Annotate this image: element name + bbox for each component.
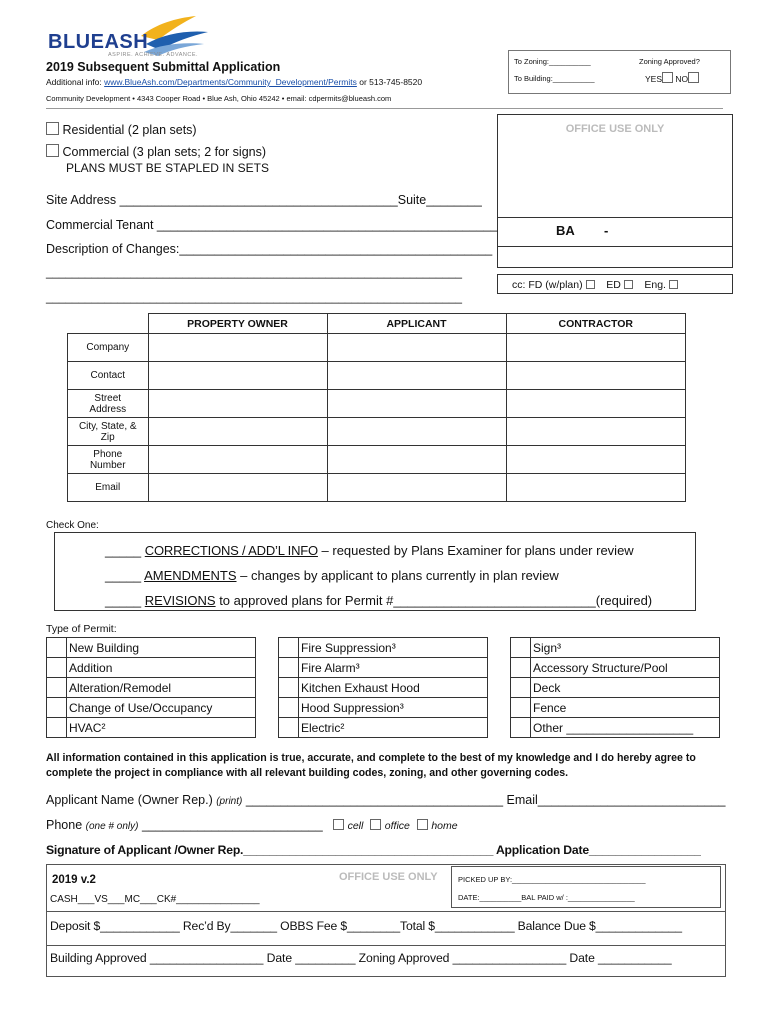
revisions-blank[interactable]: _____ <box>105 593 142 608</box>
fire-suppression-label: Fire Suppression³ <box>299 638 488 658</box>
yes-label: YES <box>645 74 663 84</box>
cc-fd-label: cc: FD (w/plan) <box>512 279 583 291</box>
corrections-title: CORRECTIONS / ADD’L INFO <box>144 543 318 558</box>
footer-office-use-label: OFFICE USE ONLY <box>339 871 438 883</box>
kitchen-hood-label: Kitchen Exhaust Hood <box>299 678 488 698</box>
logo-tagline: ASPIRE. ACHIEVE. ADVANCE. <box>108 52 199 58</box>
cc-fd-checkbox[interactable] <box>586 280 595 289</box>
logo-text: BLUEASH <box>48 31 149 53</box>
owner-company-cell[interactable] <box>148 334 327 362</box>
description-line-2[interactable]: ________________________________________________________________ <box>46 291 463 304</box>
addition-label: Addition <box>67 658 256 678</box>
permits-link[interactable]: www.BlueAsh.com/Departments/Community_Development/Permits <box>104 77 357 87</box>
version-label: 2019 v.2 <box>52 874 96 886</box>
fire-alarm-checkbox[interactable] <box>279 658 299 678</box>
ba-label: BA <box>556 223 575 238</box>
address-line: Community Development • 4343 Cooper Road • Blue Ash, Ohio 45242 • email: cdpermits@blueash.com <box>46 94 392 103</box>
change-of-use-checkbox[interactable] <box>47 698 67 718</box>
print-note: (print) <box>216 796 243 807</box>
hood-suppression-label: Hood Suppression³ <box>299 698 488 718</box>
cc-box <box>497 274 733 294</box>
signature-row[interactable]: Signature of Applicant /Owner Rep.______________________________________ Application Date_________________ <box>46 843 701 857</box>
phone-note: (one # only) <box>85 821 139 832</box>
applicant-company-cell[interactable] <box>327 334 506 362</box>
routing-box <box>508 50 731 94</box>
revisions-option[interactable] <box>105 593 652 608</box>
header-rule <box>46 108 723 109</box>
permit-types-col1 <box>46 637 256 738</box>
contractor-header: CONTRACTOR <box>506 314 686 334</box>
fence-label: Fence <box>531 698 720 718</box>
owner-city-cell[interactable] <box>148 418 327 446</box>
phone-label: Phone <box>46 818 83 832</box>
corrections-desc: – requested by Plans Examiner for plans under review <box>317 543 634 558</box>
hvac-checkbox[interactable] <box>47 718 67 738</box>
contractor-street-cell[interactable] <box>506 390 686 418</box>
payment-line[interactable]: CASH___VS___MC___CK#_______________ <box>50 894 260 905</box>
corner-cell <box>68 314 149 334</box>
permit-types-col2 <box>278 637 488 738</box>
applicant-email-cell[interactable] <box>327 474 506 502</box>
other-label[interactable]: Other ___________________ <box>531 718 720 738</box>
residential-checkbox[interactable] <box>46 122 59 135</box>
description-line-1[interactable]: ________________________________________________________________ <box>46 266 463 279</box>
corrections-blank[interactable]: _____ <box>105 543 142 558</box>
amendments-blank[interactable]: _____ <box>105 568 142 583</box>
cell-label: cell <box>347 820 364 832</box>
yes-checkbox[interactable] <box>662 72 673 83</box>
hvac-label: HVAC² <box>67 718 256 738</box>
alteration-label: Alteration/Remodel <box>67 678 256 698</box>
contractor-city-cell[interactable] <box>506 418 686 446</box>
owner-phone-cell[interactable] <box>148 446 327 474</box>
office-use-label: OFFICE USE ONLY <box>565 123 665 135</box>
sign-checkbox[interactable] <box>511 638 531 658</box>
to-zoning: To Zoning:__________ <box>514 57 591 66</box>
date-bal-line[interactable]: DATE:__________BAL PAID w/ :________________ <box>458 893 635 902</box>
picked-up-line[interactable]: PICKED UP BY:________________________________ <box>458 875 646 884</box>
applicant-name-label: Applicant Name (Owner Rep.) <box>46 793 213 807</box>
owner-street-cell[interactable] <box>148 390 327 418</box>
approvals-line[interactable]: Building Approved _________________ Date _________ Zoning Approved _________________ Date ___________ <box>50 951 672 965</box>
commercial-label: Commercial (3 plan sets; 2 for signs) <box>62 145 267 159</box>
city-logo <box>46 14 216 62</box>
row-label-contact: Contact <box>68 362 149 390</box>
cc-eng-checkbox[interactable] <box>669 280 678 289</box>
sign-label: Sign³ <box>531 638 720 658</box>
new-building-label: New Building <box>67 638 256 658</box>
contractor-contact-cell[interactable] <box>506 362 686 390</box>
row-label-company: Company <box>68 334 149 362</box>
amendments-title: AMENDMENTS <box>144 568 237 583</box>
permit-type-label: Type of Permit: <box>46 623 117 635</box>
cc-ed-label: ED <box>606 279 621 291</box>
electric-label: Electric² <box>299 718 488 738</box>
certification-text: All information contained in this application is true, accurate, and complete to the best of my knowledge and I do hereby agree to complete the project in compliance with all relevant building codes, zoning, and other governing codes. <box>46 752 696 779</box>
accessory-label: Accessory Structure/Pool <box>531 658 720 678</box>
deck-label: Deck <box>531 678 720 698</box>
row-label-city: City, State, & Zip <box>68 418 149 446</box>
office-checkbox[interactable] <box>370 819 381 830</box>
zoning-approved-label: Zoning Approved? <box>639 57 700 66</box>
owner-email-cell[interactable] <box>148 474 327 502</box>
revisions-title: REVISIONS <box>144 593 216 608</box>
office-use-box <box>497 114 733 268</box>
phone-line[interactable]: __________________________ <box>141 818 323 832</box>
applicant-contact-cell[interactable] <box>327 362 506 390</box>
stapled-note: PLANS MUST BE STAPLED IN SETS <box>66 161 269 175</box>
info-prefix: Additional info: <box>46 77 102 87</box>
no-checkbox[interactable] <box>688 72 699 83</box>
info-phone: or 513-745-8520 <box>359 77 423 87</box>
home-checkbox[interactable] <box>417 819 428 830</box>
contractor-company-cell[interactable] <box>506 334 686 362</box>
commercial-tenant-field[interactable]: Commercial Tenant _________________________________________________ <box>46 218 498 232</box>
footer-office-box <box>46 864 726 977</box>
applicant-name-row[interactable] <box>46 793 725 807</box>
permit-types-col3 <box>510 637 720 738</box>
fees-line[interactable]: Deposit $____________ Rec’d By_______ OBBS Fee $________Total $____________ Balance Due $_____________ <box>50 919 682 933</box>
amendments-option[interactable] <box>105 568 559 583</box>
ba-dash: - <box>604 223 609 238</box>
applicant-street-cell[interactable] <box>327 390 506 418</box>
home-label: home <box>431 820 458 832</box>
amendments-desc: – changes by applicant to plans currently in plan review <box>236 568 559 583</box>
form-title: 2019 Subsequent Submittal Application <box>46 60 281 74</box>
contractor-phone-cell[interactable] <box>506 446 686 474</box>
accessory-checkbox[interactable] <box>511 658 531 678</box>
ba-row <box>498 217 732 247</box>
residential-label: Residential (2 plan sets) <box>62 123 197 137</box>
site-address-field[interactable]: Site Address ________________________________________Suite________ <box>46 193 482 207</box>
applicant-name-line[interactable]: _____________________________________ Email___________________________ <box>245 793 726 807</box>
change-of-use-label: Change of Use/Occupancy <box>67 698 256 718</box>
applicant-header: APPLICANT <box>327 314 506 334</box>
alteration-checkbox[interactable] <box>47 678 67 698</box>
zoning-approved-options <box>645 72 699 84</box>
parties-table <box>67 313 686 502</box>
to-building: To Building:__________ <box>514 74 595 83</box>
fire-suppression-checkbox[interactable] <box>279 638 299 658</box>
fence-checkbox[interactable] <box>511 698 531 718</box>
fees-row <box>47 911 725 946</box>
row-label-street: Street Address <box>68 390 149 418</box>
new-building-checkbox[interactable] <box>47 638 67 658</box>
check-one-box <box>54 532 696 611</box>
cc-row <box>512 279 678 291</box>
corrections-option[interactable] <box>105 543 634 558</box>
additional-info <box>46 77 422 87</box>
electric-checkbox[interactable] <box>279 718 299 738</box>
deck-checkbox[interactable] <box>511 678 531 698</box>
cell-checkbox[interactable] <box>333 819 344 830</box>
owner-contact-cell[interactable] <box>148 362 327 390</box>
commercial-option[interactable] <box>46 144 266 159</box>
pickup-box <box>451 866 721 908</box>
fire-alarm-label: Fire Alarm³ <box>299 658 488 678</box>
phone-row[interactable] <box>46 818 458 832</box>
applicant-city-cell[interactable] <box>327 418 506 446</box>
kitchen-hood-checkbox[interactable] <box>279 678 299 698</box>
commercial-checkbox[interactable] <box>46 144 59 157</box>
other-checkbox[interactable] <box>511 718 531 738</box>
cc-eng-label: Eng. <box>644 279 666 291</box>
applicant-phone-cell[interactable] <box>327 446 506 474</box>
revisions-desc: to approved plans for Permit #____________________________(required) <box>215 593 653 608</box>
no-label: NO <box>675 74 689 84</box>
description-field[interactable]: Description of Changes:_____________________________________________ <box>46 242 493 256</box>
residential-option[interactable] <box>46 122 197 137</box>
row-label-email: Email <box>68 474 149 502</box>
hood-suppression-checkbox[interactable] <box>279 698 299 718</box>
addition-checkbox[interactable] <box>47 658 67 678</box>
contractor-email-cell[interactable] <box>506 474 686 502</box>
check-one-label: Check One: <box>46 520 99 531</box>
office-label: office <box>384 820 410 832</box>
row-label-phone: Phone Number <box>68 446 149 474</box>
property-owner-header: PROPERTY OWNER <box>148 314 327 334</box>
cc-ed-checkbox[interactable] <box>624 280 633 289</box>
